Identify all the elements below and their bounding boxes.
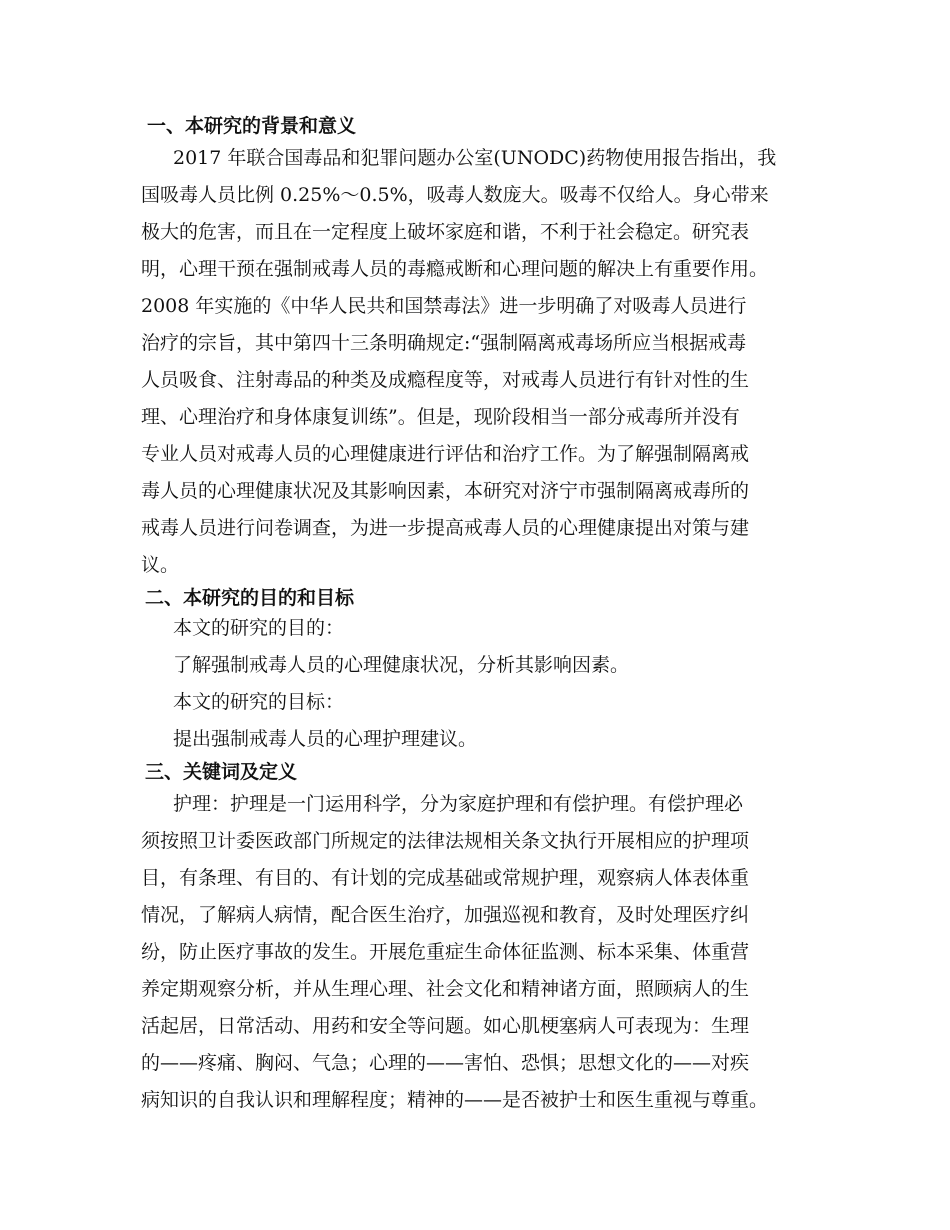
text-line: 目，有条理、有目的、有计划的完成基础或常规护理，观察病人体表体重: [141, 867, 750, 889]
text-line: 护理：护理是一门运用科学，分为家庭护理和有偿护理。有偿护理必: [173, 793, 744, 815]
text-line: 2008 年实施的《中华人民共和国禁毒法》进一步明确了对吸毒人员进行: [141, 295, 747, 317]
text-line: 的——疼痛、胸闷、气急；心理的——害怕、恐惧；思想文化的——对疾: [141, 1052, 750, 1074]
section-heading-objectives: 二、本研究的目的和目标: [145, 587, 355, 609]
text-line: 议。: [141, 554, 180, 576]
text-line: 纷，防止医疗事故的发生。开展危重症生命体征监测、标本采集、体重营: [141, 941, 750, 963]
text-line: 情况，了解病人病情，配合医生治疗，加强巡视和教育，及时处理医疗纠: [141, 904, 750, 926]
text-line: 毒人员的心理健康状况及其影响因素，本研究对济宁市强制隔离戒毒所的: [141, 480, 750, 502]
text-line: 治疗的宗旨，其中第四十三条明确规定:“强制隔离戒毒场所应当根据戒毒: [141, 332, 747, 354]
text-line: 极大的危害，而且在一定程度上破坏家庭和谐，不利于社会稳定。研究表: [141, 221, 750, 243]
section-heading-background: 一、本研究的背景和意义: [147, 115, 357, 137]
objective-item: 了解强制戒毒人员的心理健康状况，分析其影响因素。: [173, 654, 630, 676]
objective-item: 本文的研究的目标：: [173, 691, 345, 713]
paragraph-keywords: [141, 786, 847, 1119]
text-line: 活起居，日常活动、用药和安全等问题。如心肌梗塞病人可表现为：生理: [141, 1015, 750, 1037]
text-line: 病知识的自我认识和理解程度；精神的——是否被护士和医生重视与尊重。: [141, 1089, 769, 1111]
text-line: 专业人员对戒毒人员的心理健康进行评估和治疗工作。为了解强制隔离戒: [141, 443, 750, 465]
text-line: 须按照卫计委医政部门所规定的法律法规相关条文执行开展相应的护理项: [141, 830, 750, 852]
text-line: 养定期观察分析，并从生理心理、社会文化和精神诸方面，照顾病人的生: [141, 978, 750, 1000]
section-heading-keywords: 三、关键词及定义: [145, 761, 298, 783]
objective-item: 提出强制戒毒人员的心理护理建议。: [173, 728, 478, 750]
objective-item: 本文的研究的目的：: [173, 617, 345, 639]
text-line: 明，心理干预在强制戒毒人员的毒瘾戒断和心理问题的解决上有重要作用。: [141, 258, 769, 280]
text-line: 人员吸食、注射毒品的种类及成瘾程度等，对戒毒人员进行有针对性的生: [141, 369, 750, 391]
text-line: 戒毒人员进行问卷调查，为进一步提高戒毒人员的心理健康提出对策与建: [141, 517, 750, 539]
text-line: 国吸毒人员比例 0.25%～0.5%，吸毒人数庞大。吸毒不仅给人。身心带来: [141, 184, 769, 206]
paragraph-background: [141, 140, 847, 584]
document-page: [141, 112, 847, 1119]
text-line: 2017 年联合国毒品和犯罪问题办公室(UNODC)药物使用报告指出，我: [173, 147, 777, 169]
text-line: 理、心理治疗和身体康复训练”。但是，现阶段相当一部分戒毒所并没有: [141, 406, 740, 428]
